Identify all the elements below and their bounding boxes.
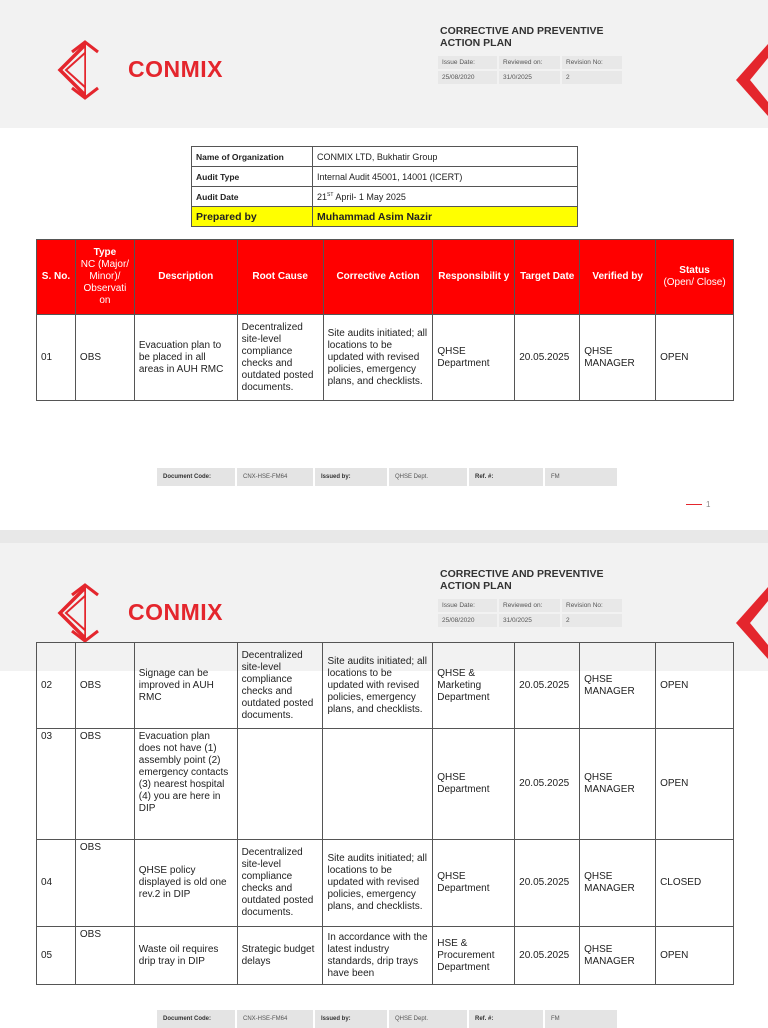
document-footer bbox=[157, 1010, 617, 1028]
row-type: OBS bbox=[75, 729, 134, 840]
row-corrective-action bbox=[323, 729, 433, 840]
issued-by-value: QHSE Dept. bbox=[389, 468, 467, 486]
row-responsibility: HSE & Procurement Department bbox=[433, 927, 515, 985]
issued-by-value: QHSE Dept. bbox=[389, 1010, 467, 1028]
row-sno: 02 bbox=[37, 643, 76, 729]
document-title: CORRECTIVE AND PREVENTIVE ACTION PLAN bbox=[440, 568, 604, 592]
row-responsibility: QHSE Department bbox=[433, 729, 515, 840]
page-header bbox=[0, 0, 768, 128]
header-root-cause: Root Cause bbox=[237, 240, 323, 315]
row-root-cause bbox=[237, 729, 323, 840]
header-target-date: Target Date bbox=[515, 240, 580, 315]
audit-type-value: Internal Audit 45001, 14001 (ICERT) bbox=[313, 167, 578, 187]
header-corrective-action: Corrective Action bbox=[323, 240, 433, 315]
reviewed-on-value: 31/0/2025 bbox=[499, 71, 560, 84]
doc-code-value: CNX-HSE-FM64 bbox=[237, 1010, 313, 1028]
header-status: Status (Open/ Close) bbox=[656, 240, 734, 315]
table-row bbox=[37, 840, 734, 927]
ref-label: Ref. #: bbox=[469, 468, 543, 486]
row-target-date: 20.05.2025 bbox=[515, 643, 580, 729]
row-description: Signage can be improved in AUH RMC bbox=[134, 643, 237, 729]
row-type: OBS bbox=[75, 643, 134, 729]
logo-bottom-chevron-icon bbox=[70, 86, 100, 100]
row-sno: 04 bbox=[37, 840, 76, 927]
org-label: Name of Organization bbox=[192, 147, 313, 167]
conmix-logo bbox=[52, 583, 223, 643]
row-description: Evacuation plan to be placed in all areas in AUH RMC bbox=[134, 315, 237, 401]
header-sno: S. No. bbox=[37, 240, 76, 315]
revision-no-label: Revision No: bbox=[562, 599, 622, 612]
capa-table-page2 bbox=[36, 642, 734, 985]
page-number: 1 bbox=[686, 500, 710, 509]
doc-code-label: Document Code: bbox=[157, 468, 235, 486]
logo-top-chevron-icon bbox=[70, 583, 100, 597]
issue-date-label: Issue Date: bbox=[438, 56, 497, 69]
row-verified-by: QHSE MANAGER bbox=[580, 840, 656, 927]
row-root-cause: Decentralized site-level compliance checks and outdated posted documents. bbox=[237, 643, 323, 729]
revision-meta bbox=[438, 599, 622, 629]
org-value: CONMIX LTD, Bukhatir Group bbox=[313, 147, 578, 167]
row-responsibility: QHSE & Marketing Department bbox=[433, 643, 515, 729]
row-corrective-action: Site audits initiated; all locations to be updated with revised policies, emergency plans, and checklists. bbox=[323, 315, 433, 401]
issue-date-value: 25/08/2020 bbox=[438, 71, 497, 84]
row-status: OPEN bbox=[656, 927, 734, 985]
header-description: Description bbox=[134, 240, 237, 315]
prepared-by-value: Muhammad Asim Nazir bbox=[313, 207, 578, 227]
prepared-by-label: Prepared by bbox=[192, 207, 313, 227]
doc-code-value: CNX-HSE-FM64 bbox=[237, 468, 313, 486]
row-target-date: 20.05.2025 bbox=[515, 840, 580, 927]
header-responsibility: Responsibilit y bbox=[433, 240, 515, 315]
row-description: Evacuation plan does not have (1) assembly point (2) emergency contacts (3) nearest hospital (4) you are here in DIP bbox=[134, 729, 237, 840]
row-status: OPEN bbox=[656, 729, 734, 840]
row-type: OBS bbox=[75, 315, 134, 401]
row-corrective-action: Site audits initiated; all locations to be updated with revised policies, emergency plans, and checklists. bbox=[323, 643, 433, 729]
row-root-cause: Decentralized site-level compliance checks and outdated posted documents. bbox=[237, 315, 323, 401]
row-responsibility: QHSE Department bbox=[433, 315, 515, 401]
revision-meta bbox=[438, 56, 622, 86]
revision-no-label: Revision No: bbox=[562, 56, 622, 69]
issue-date-value: 25/08/2020 bbox=[438, 614, 497, 627]
row-type: OBS bbox=[75, 840, 134, 927]
audit-type-label: Audit Type bbox=[192, 167, 313, 187]
row-verified-by: QHSE MANAGER bbox=[580, 315, 656, 401]
revision-no-value: 2 bbox=[562, 614, 622, 627]
issued-by-label: Issued by: bbox=[315, 468, 387, 486]
row-sno: 01 bbox=[37, 315, 76, 401]
row-type: OBS bbox=[75, 927, 134, 985]
row-status: OPEN bbox=[656, 315, 734, 401]
table-header-row bbox=[37, 240, 734, 315]
issued-by-label: Issued by: bbox=[315, 1010, 387, 1028]
table-row bbox=[37, 729, 734, 840]
revision-no-value: 2 bbox=[562, 71, 622, 84]
page-separator bbox=[0, 530, 768, 543]
capa-table-page1 bbox=[36, 239, 734, 401]
row-root-cause: Decentralized site-level compliance checks and outdated posted documents. bbox=[237, 840, 323, 927]
header-verified-by: Verified by bbox=[580, 240, 656, 315]
row-corrective-action: Site audits initiated; all locations to be updated with revised policies, emergency plans, and checklists. bbox=[323, 840, 433, 927]
audit-date-value: 21ST April- 1 May 2025 bbox=[313, 187, 578, 207]
issue-date-label: Issue Date: bbox=[438, 599, 497, 612]
reviewed-on-label: Reviewed on: bbox=[499, 599, 560, 612]
row-status: OPEN bbox=[656, 643, 734, 729]
row-description: QHSE policy displayed is old one rev.2 in DIP bbox=[134, 840, 237, 927]
row-status: CLOSED bbox=[656, 840, 734, 927]
reviewed-on-label: Reviewed on: bbox=[499, 56, 560, 69]
document-title: CORRECTIVE AND PREVENTIVE ACTION PLAN bbox=[440, 25, 604, 49]
row-sno: 05 bbox=[37, 927, 76, 985]
row-target-date: 20.05.2025 bbox=[515, 729, 580, 840]
ref-label: Ref. #: bbox=[469, 1010, 543, 1028]
row-target-date: 20.05.2025 bbox=[515, 315, 580, 401]
audit-info-table bbox=[191, 146, 578, 227]
row-target-date: 20.05.2025 bbox=[515, 927, 580, 985]
reviewed-on-value: 31/0/2025 bbox=[499, 614, 560, 627]
row-verified-by: QHSE MANAGER bbox=[580, 643, 656, 729]
table-row bbox=[37, 927, 734, 985]
row-verified-by: QHSE MANAGER bbox=[580, 927, 656, 985]
doc-code-label: Document Code: bbox=[157, 1010, 235, 1028]
row-sno: 03 bbox=[37, 729, 76, 840]
header-type: Type NC (Major/ Minor)/ Observati on bbox=[75, 240, 134, 315]
page-2 bbox=[0, 543, 768, 1024]
row-description: Waste oil requires drip tray in DIP bbox=[134, 927, 237, 985]
table-row bbox=[37, 643, 734, 729]
conmix-logo bbox=[52, 40, 223, 100]
row-corrective-action: In accordance with the latest industry standards, drip trays have been bbox=[323, 927, 433, 985]
row-verified-by: QHSE MANAGER bbox=[580, 729, 656, 840]
row-root-cause: Strategic budget delays bbox=[237, 927, 323, 985]
corner-chevron-icon bbox=[736, 587, 768, 659]
logo-bottom-chevron-icon bbox=[70, 629, 100, 643]
corner-chevron-icon bbox=[736, 44, 768, 116]
row-responsibility: QHSE Department bbox=[433, 840, 515, 927]
logo-text: CONMIX bbox=[128, 56, 223, 82]
table-row bbox=[37, 315, 734, 401]
document-footer bbox=[157, 468, 617, 486]
logo-top-chevron-icon bbox=[70, 40, 100, 54]
logo-text: CONMIX bbox=[128, 599, 223, 625]
ref-value: FM bbox=[545, 468, 617, 486]
audit-date-label: Audit Date bbox=[192, 187, 313, 207]
ref-value: FM bbox=[545, 1010, 617, 1028]
